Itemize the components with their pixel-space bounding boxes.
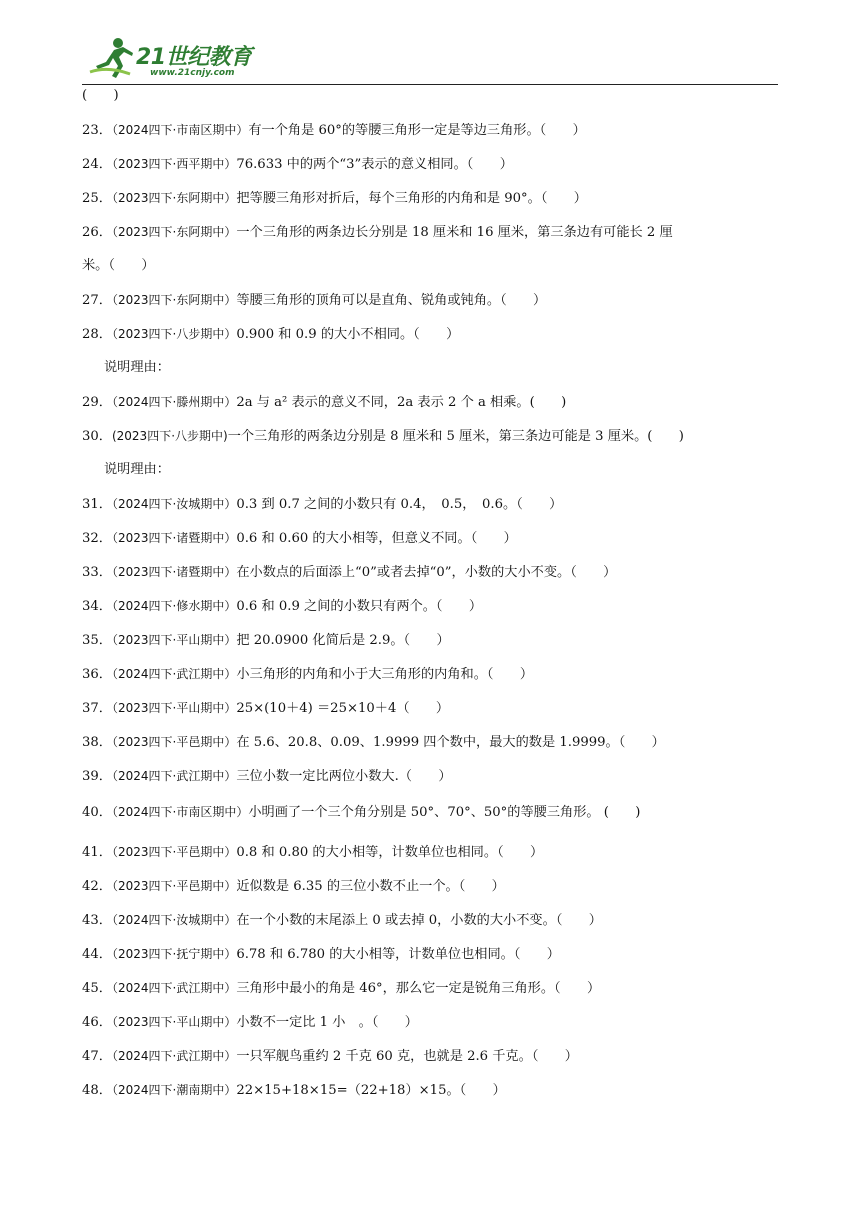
question-number: 34． [82, 599, 112, 614]
question-item [82, 528, 517, 549]
question-item [82, 222, 673, 243]
question-number: 31． [82, 497, 112, 512]
question-source: （2023四下·东阿期中） [111, 225, 237, 239]
question-item [82, 290, 546, 311]
question-item [82, 1046, 578, 1067]
question-text: 0.6 和 0.9 之间的小数只有两个。（ ） [236, 599, 483, 614]
question-number: 24． [82, 157, 112, 172]
question-number: 36． [82, 667, 112, 682]
question-number: 37． [82, 701, 112, 716]
question-number: 39． [82, 769, 112, 784]
question-source: （2023四下·平山期中） [111, 1015, 237, 1029]
question-source: （2024四下·武江期中） [111, 981, 237, 995]
question-item [82, 392, 566, 413]
question-item [82, 876, 505, 897]
question-number: 32． [82, 531, 112, 546]
question-source: （2024四下·修水期中） [111, 599, 237, 613]
question-text: 25×(10＋4) ＝25×10＋4（ ） [236, 701, 450, 716]
question-text: 6.78 和 6.780 的大小相等，计数单位也相同。（ ） [236, 947, 560, 962]
question-source: (2023四下·八步期中) [111, 429, 228, 443]
question-source: （2024四下·武江期中） [111, 667, 237, 681]
question-text: 米。（ ） [82, 258, 155, 273]
question-item [82, 802, 640, 823]
question-text: 76.633 中的两个“3”表示的意义相同。（ ） [236, 157, 513, 172]
question-number: 26． [82, 225, 112, 240]
question-source: （2024四下·汝城期中） [111, 913, 237, 927]
question-source: （2023四下·诸暨期中） [111, 531, 237, 545]
question-text: 在一个小数的末尾添上 0 或去掉 0，小数的大小不变。（ ） [236, 913, 602, 928]
question-text: 在小数点的后面添上“0”或者去掉“0”，小数的大小不变。（ ） [236, 565, 617, 580]
question-text: 三位小数一定比两位小数大.（ ） [236, 769, 452, 784]
question-source: （2023四下·东阿期中） [111, 191, 237, 205]
question-source: （2023四下·平邑期中） [111, 845, 237, 859]
question-number: 47． [82, 1049, 112, 1064]
question-text: 0.6 和 0.60 的大小相等，但意义不同。（ ） [236, 531, 517, 546]
question-source: （2024四下·市南区期中） [111, 805, 249, 819]
question-item [82, 494, 562, 515]
question-source: （2024四下·滕州期中） [111, 395, 237, 409]
question-number: 42． [82, 879, 112, 894]
question-text: 说明理由： [104, 360, 170, 375]
question-text: 小三角形的内角和小于大三角形的内角和。（ ） [236, 667, 534, 682]
question-source: （2023四下·平山期中） [111, 701, 237, 715]
question-item [82, 766, 452, 787]
question-source: （2023四下·东阿期中） [111, 293, 237, 307]
question-text: 在 5.6、20.8、0.09、1.9999 四个数中，最大的数是 1.9999。（ ） [236, 735, 665, 750]
brand-url: www.21cnjy.com [150, 68, 235, 78]
question-item [82, 732, 665, 753]
question-continuation [82, 256, 155, 276]
question-item [82, 630, 450, 651]
question-item [82, 978, 600, 999]
question-number: 33． [82, 565, 112, 580]
question-number: 41． [82, 845, 112, 860]
question-number: 44． [82, 947, 112, 962]
question-source: （2023四下·西平期中） [111, 157, 237, 171]
question-number: 43． [82, 913, 112, 928]
question-text: 把 20.0900 化简后是 2.9。（ ） [236, 633, 450, 648]
question-text: 0.900 和 0.9 的大小不相同。（ ） [236, 327, 460, 342]
header-divider [82, 84, 778, 85]
question-text: 三角形中最小的角是 46°，那么它一定是锐角三角形。（ ） [236, 981, 601, 996]
question-source: （2023四下·抚宁期中） [111, 947, 237, 961]
question-number: 29． [82, 395, 112, 410]
question-source: （2024四下·市南区期中） [111, 123, 249, 137]
question-text: 有一个角是 60°的等腰三角形一定是等边三角形。（ ） [248, 123, 586, 138]
question-text: 一个三角形的两条边分别是 8 厘米和 5 厘米，第三条边可能是 3 厘米。( ) [227, 429, 684, 444]
question-text: ( ) [82, 88, 119, 103]
brand-name: 21世纪教育 [136, 45, 252, 70]
question-text: 0.3 到 0.7 之间的小数只有 0.4， 0.5， 0.6。（ ） [236, 497, 563, 512]
question-number: 27． [82, 293, 112, 308]
question-text: 2a 与 a² 表示的意义不同，2a 表示 2 个 a 相乘。( ) [236, 395, 567, 410]
question-text: 把等腰三角形对折后，每个三角形的内角和是 90°。（ ） [236, 191, 587, 206]
question-number: 25． [82, 191, 112, 206]
question-item [82, 324, 459, 345]
question-text: 22×15+18×15=（22+18）×15。（ ） [236, 1083, 506, 1098]
question-text: 近似数是 6.35 的三位小数不止一个。（ ） [236, 879, 505, 894]
page-header [82, 30, 778, 86]
question-item [82, 426, 684, 447]
question-item [82, 188, 587, 209]
question-source: （2023四下·平邑期中） [111, 879, 237, 893]
question-text: 0.8 和 0.80 的大小相等，计数单位也相同。（ ） [236, 845, 544, 860]
question-source: （2024四下·武江期中） [111, 1049, 237, 1063]
question-source: （2023四下·八步期中） [111, 327, 237, 341]
question-item [82, 698, 449, 719]
question-item [82, 596, 482, 617]
question-source: （2024四下·潮南期中） [111, 1083, 237, 1097]
question-item [82, 664, 533, 685]
question-source: （2023四下·平山期中） [111, 633, 237, 647]
question-item [82, 842, 543, 863]
question-continuation [82, 86, 119, 106]
question-item [82, 1012, 418, 1033]
question-item [82, 154, 513, 175]
question-item [82, 944, 560, 965]
question-text: 说明理由： [104, 462, 170, 477]
question-number: 45． [82, 981, 112, 996]
question-source: （2024四下·武江期中） [111, 769, 237, 783]
question-source: （2023四下·诸暨期中） [111, 565, 237, 579]
question-item [82, 120, 586, 141]
question-continuation [82, 358, 170, 378]
question-number: 30． [82, 429, 112, 444]
question-item [82, 910, 602, 931]
question-text: 小数不一定比 1 小 。（ ） [236, 1015, 418, 1030]
question-number: 23． [82, 123, 112, 138]
question-text: 小明画了一个三个角分别是 50°、70°、50°的等腰三角形。 ( ) [248, 805, 641, 820]
question-number: 38． [82, 735, 112, 750]
question-number: 48． [82, 1083, 112, 1098]
question-number: 35． [82, 633, 112, 648]
question-continuation [82, 460, 170, 480]
question-source: （2024四下·汝城期中） [111, 497, 237, 511]
question-text: 等腰三角形的顶角可以是直角、锐角或钝角。（ ） [236, 293, 547, 308]
question-text: 一个三角形的两条边长分别是 18 厘米和 16 厘米，第三条边有可能长 2 厘 [236, 225, 673, 240]
question-number: 40． [82, 805, 112, 820]
question-number: 46． [82, 1015, 112, 1030]
question-text: 一只军舰鸟重约 2 千克 60 克，也就是 2.6 千克。（ ） [236, 1049, 578, 1064]
logo [88, 34, 258, 82]
question-number: 28． [82, 327, 112, 342]
question-source: （2023四下·平邑期中） [111, 735, 237, 749]
question-item [82, 1080, 506, 1101]
question-item [82, 562, 616, 583]
runner-logo-icon [88, 36, 136, 80]
